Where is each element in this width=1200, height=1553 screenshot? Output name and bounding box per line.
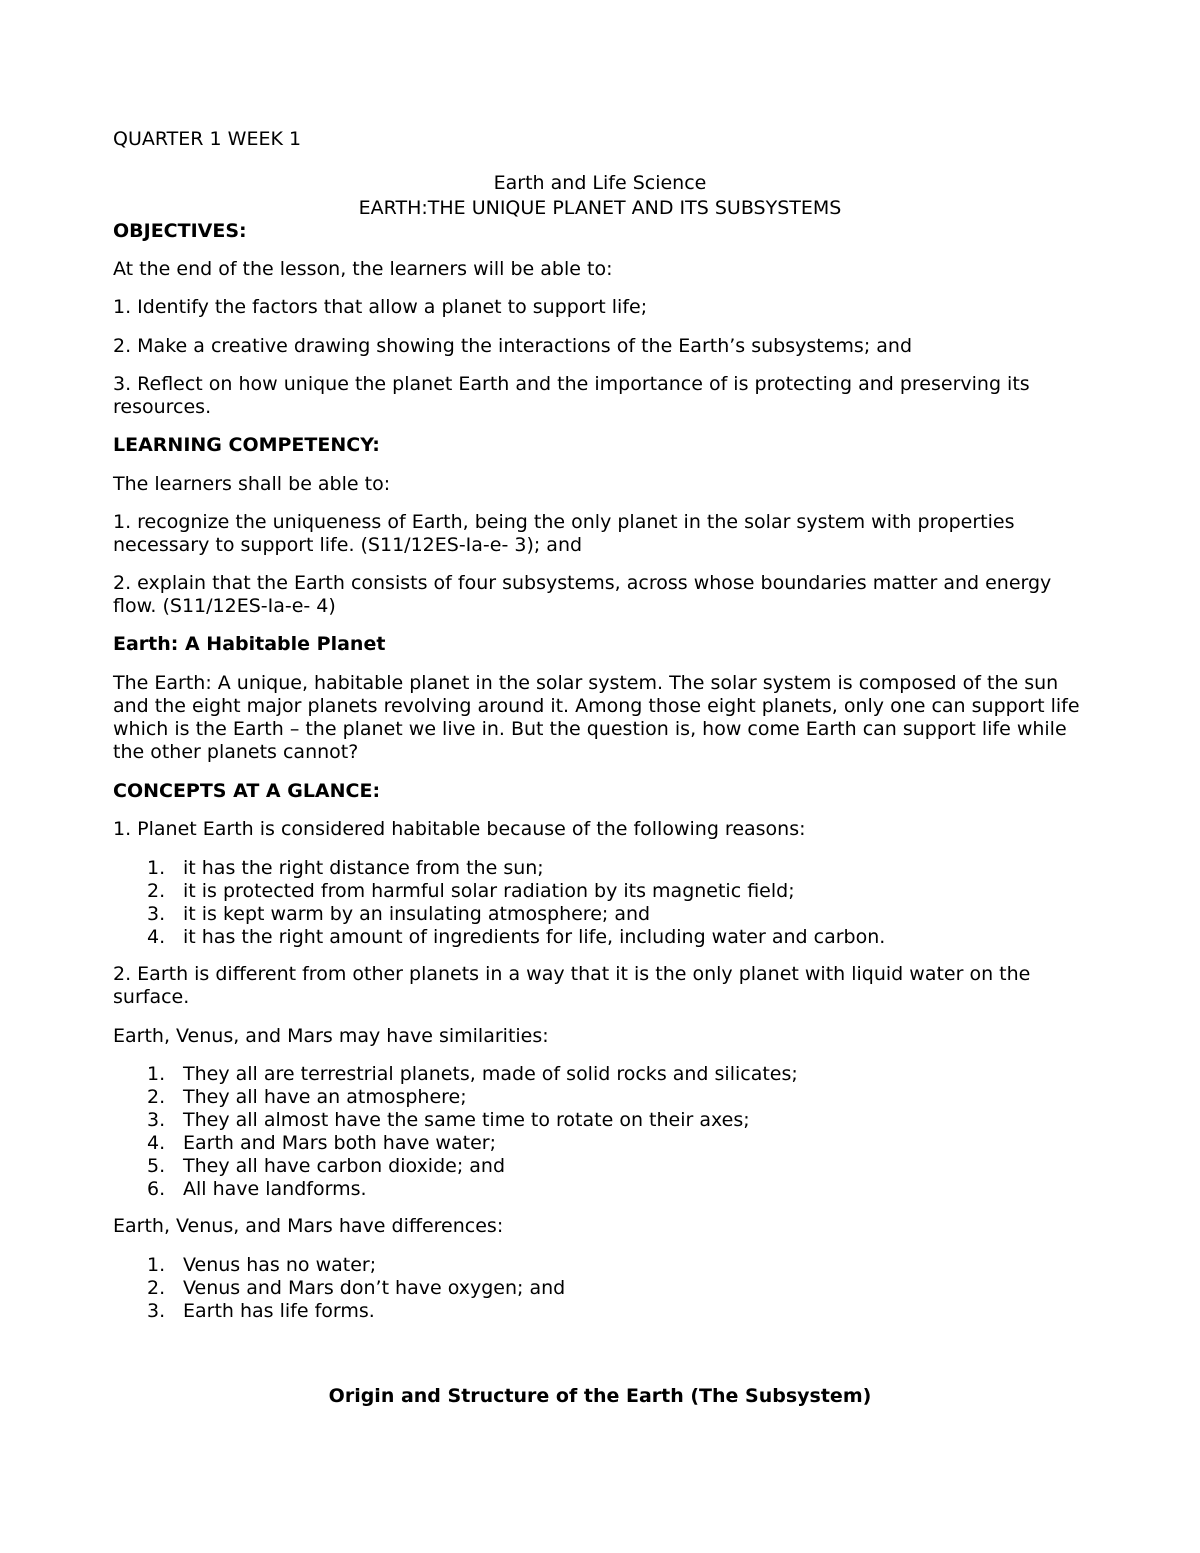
- list-item: 4. it has the right amount of ingredients for life, including water and carbon.: [147, 926, 886, 948]
- objective-item: 2. Make a creative drawing showing the interactions of the Earth’s subsystems; and: [113, 335, 913, 357]
- objective-item: 1. Identify the factors that allow a planet to support life;: [113, 296, 648, 318]
- reasons-list: [113, 857, 1088, 949]
- list-item: 6. All have landforms.: [147, 1178, 367, 1200]
- competency-item: 2. explain that the Earth consists of four subsystems, across whose boundaries matter and energy flow. (S11/12ES-Ia-e- 4): [113, 572, 1052, 617]
- concept-point-2: 2. Earth is different from other planets in a way that it is the only planet with liquid water on the surface.: [113, 963, 1031, 1008]
- list-item: 4. Earth and Mars both have water;: [147, 1132, 496, 1154]
- competency-item: 1. recognize the uniqueness of Earth, being the only planet in the solar system with properties necessary to support life. (S11/12ES-Ia-e- 3); and: [113, 511, 1015, 556]
- concept-point-1: 1. Planet Earth is considered habitable because of the following reasons:: [113, 818, 806, 840]
- competency-intro: The learners shall be able to:: [113, 473, 391, 495]
- similarities-list: [113, 1063, 1088, 1201]
- lesson-title: EARTH:THE UNIQUE PLANET AND ITS SUBSYSTEMS: [358, 197, 842, 219]
- differences-list: [113, 1254, 1088, 1323]
- list-item: 2. They all have an atmosphere;: [147, 1086, 467, 1108]
- competency-heading: LEARNING COMPETENCY:: [113, 434, 380, 456]
- list-item: 1. Venus has no water;: [147, 1254, 377, 1276]
- list-item: 1. They all are terrestrial planets, made of solid rocks and silicates;: [147, 1063, 798, 1085]
- subject-title: Earth and Life Science: [493, 172, 707, 194]
- list-item: 1. it has the right distance from the sun;: [147, 857, 544, 879]
- similarities-intro: Earth, Venus, and Mars may have similarities:: [113, 1025, 549, 1047]
- habitable-heading: Earth: A Habitable Planet: [113, 633, 386, 655]
- habitable-body: The Earth: A unique, habitable planet in the solar system. The solar system is composed of the sun and the eight major planets revolving around it. Among those eight planets, only one can support life which is the Earth – the planet we live in. But the question is, how come Earth can support life while the other planets cannot?: [113, 672, 1080, 763]
- objective-item: 3. Reflect on how unique the planet Earth and the importance of is protecting and preserving its resources.: [113, 373, 1030, 418]
- objectives-heading: OBJECTIVES:: [113, 220, 247, 242]
- next-section-heading: Origin and Structure of the Earth (The Subsystem): [328, 1385, 872, 1407]
- list-item: 3. Earth has life forms.: [147, 1300, 375, 1322]
- list-item: 3. it is kept warm by an insulating atmosphere; and: [147, 903, 651, 925]
- list-item: 3. They all almost have the same time to rotate on their axes;: [147, 1109, 750, 1131]
- week-label: QUARTER 1 WEEK 1: [113, 128, 302, 150]
- concepts-heading: CONCEPTS AT A GLANCE:: [113, 780, 381, 802]
- objectives-intro: At the end of the lesson, the learners will be able to:: [113, 258, 613, 280]
- list-item: 2. Venus and Mars don’t have oxygen; and: [147, 1277, 566, 1299]
- differences-intro: Earth, Venus, and Mars have differences:: [113, 1215, 504, 1237]
- list-item: 2. it is protected from harmful solar radiation by its magnetic field;: [147, 880, 795, 902]
- list-item: 5. They all have carbon dioxide; and: [147, 1155, 506, 1177]
